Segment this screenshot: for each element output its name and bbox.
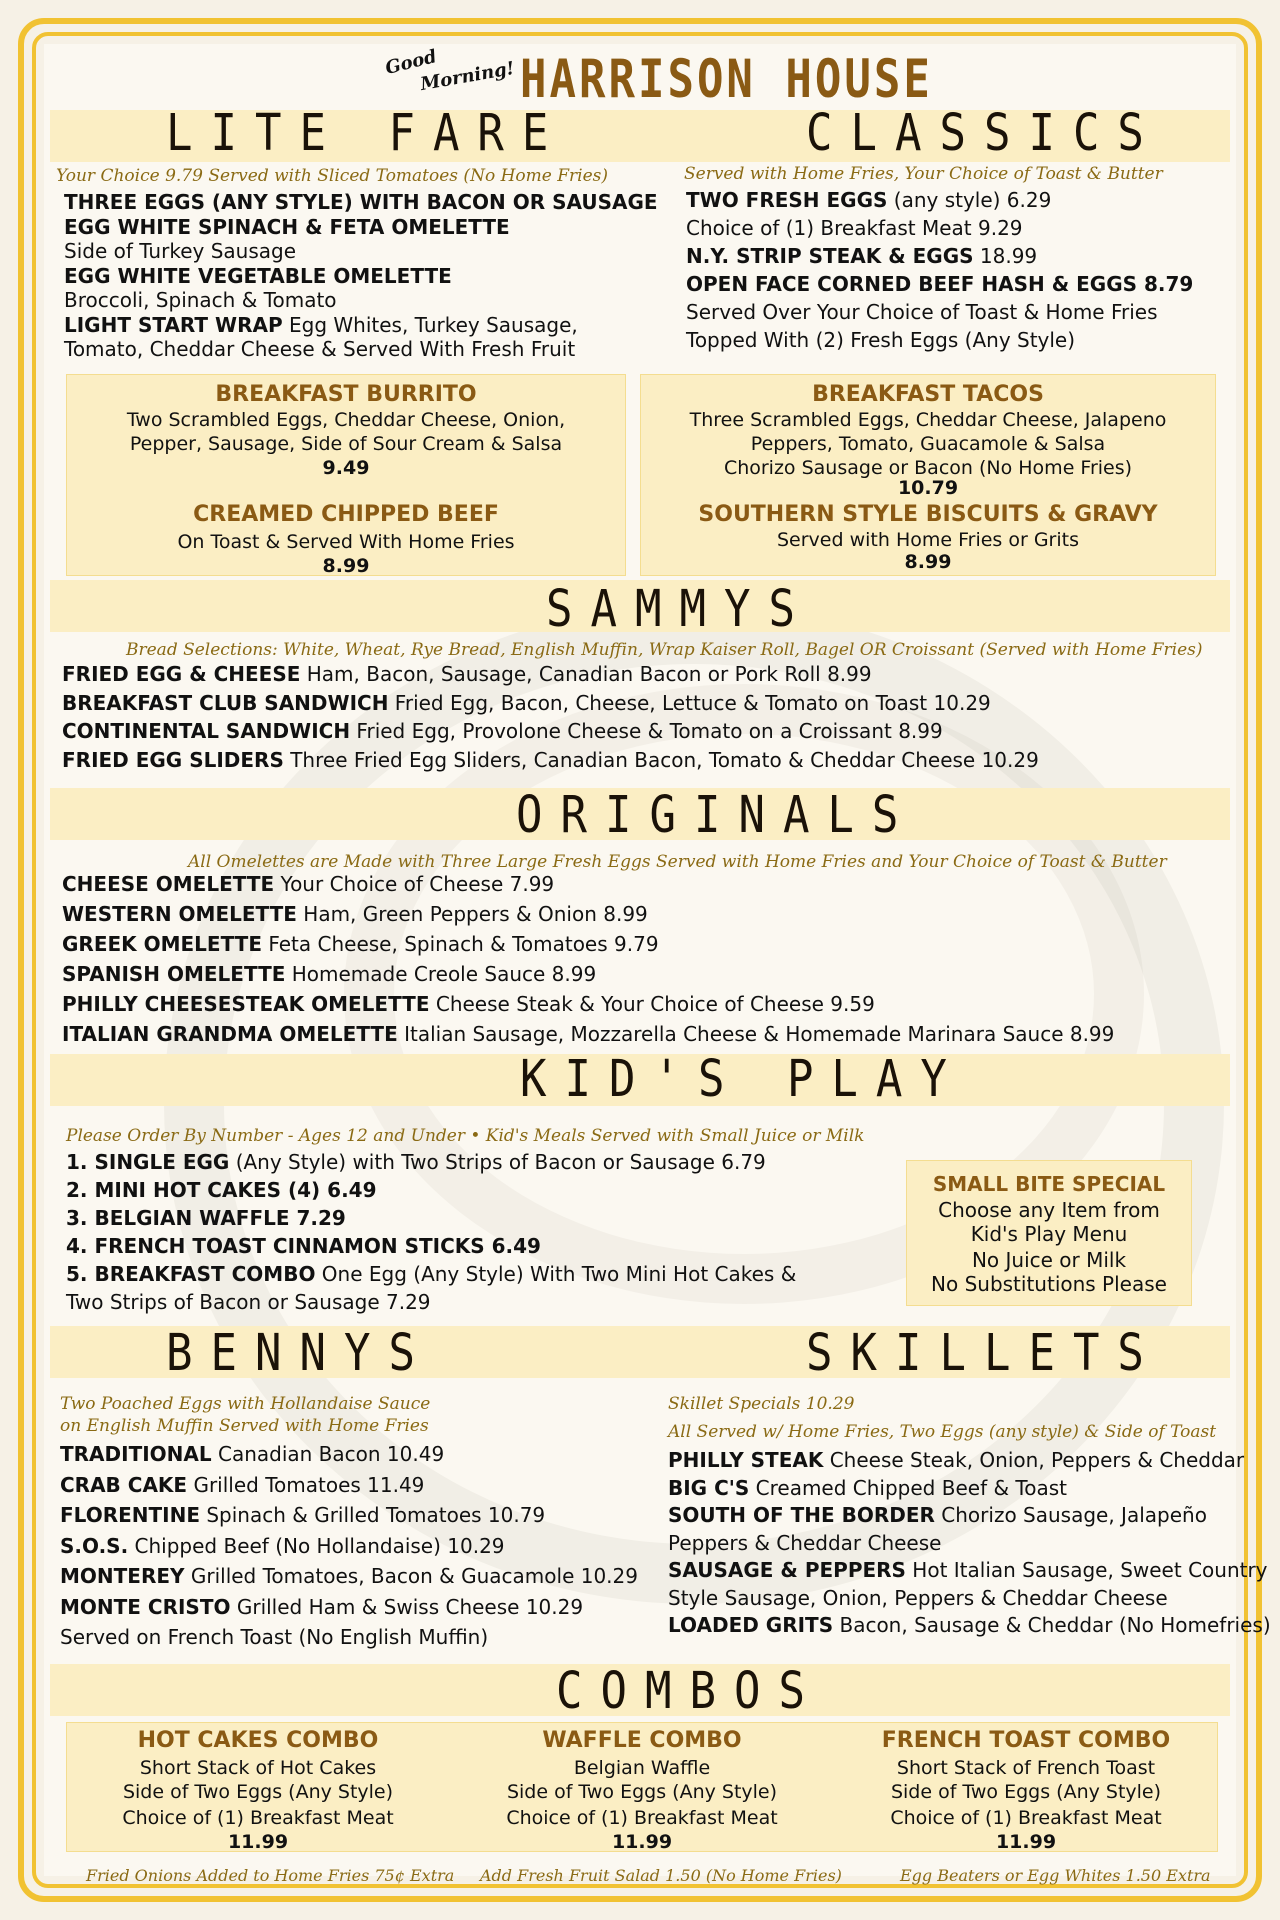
originals-title: ORIGINALS [516, 786, 917, 845]
originals-item [62, 992, 875, 1016]
originals-item [62, 872, 554, 896]
tacos-heading: BREAKFAST TACOS [812, 382, 1044, 407]
bennys-item-desc: Served on French Toast (No English Muffin) [60, 1625, 489, 1649]
originals-item-desc: Homemade Creole Sauce 8.99 [285, 962, 597, 986]
bennys-item [60, 1473, 424, 1497]
lite_fare-item [64, 337, 575, 361]
kids-item-name: 4. FRENCH TOAST CINNAMON STICKS 6.49 [66, 1234, 541, 1258]
kids-item-desc: (Any Style) with Two Strips of Bacon or Sausage 6.79 [229, 1150, 766, 1174]
bennys-title: BENNYS [166, 1324, 433, 1383]
bennys-item [60, 1442, 444, 1466]
skillets-item-name: LOADED GRITS [668, 1613, 834, 1637]
burrito-price: 9.49 [322, 457, 370, 479]
skillets-item [668, 1586, 1168, 1610]
classics-note: Served with Home Fries, Your Choice of Toast & Butter [684, 164, 1163, 184]
chipped-beef-desc: On Toast & Served With Home Fries [177, 531, 515, 553]
skillets-item-desc: Chorizo Sausage, Jalapeño [934, 1503, 1207, 1527]
originals-item-name: ITALIAN GRANDMA OMELETTE [62, 1022, 398, 1046]
lite_fare-item [64, 288, 337, 312]
kids-item-desc: One Egg (Any Style) With Two Mini Hot Cakes & [315, 1262, 797, 1286]
kids-item-name: 3. BELGIAN WAFFLE 7.29 [66, 1206, 346, 1230]
combo-l2: Side of Two Eggs (Any Style) [506, 1781, 778, 1803]
skillets-item-name: SAUSAGE & PEPPERS [668, 1558, 906, 1582]
classics-item [686, 300, 1158, 324]
sammys-item-name: BREAKFAST CLUB SANDWICH [62, 690, 389, 715]
tacos-desc-1: Three Scrambled Eggs, Cheddar Cheese, Jalapeno [689, 409, 1167, 431]
sammys-item [62, 748, 1039, 772]
kids-item [66, 1178, 377, 1202]
small-bite-line-2: Kid's Play Menu [970, 1222, 1128, 1246]
small-bite-heading: SMALL BITE SPECIAL [932, 1172, 1166, 1196]
skillets-item-name: SOUTH OF THE BORDER [668, 1503, 935, 1527]
burrito-desc-1: Two Scrambled Eggs, Cheddar Cheese, Onion, [126, 409, 566, 431]
lite_fare-item [64, 239, 296, 263]
originals-item-desc: Your Choice of Cheese 7.99 [274, 872, 555, 896]
sammys-item [62, 719, 943, 743]
combo-price: 11.99 [995, 1831, 1057, 1853]
classics-item [686, 188, 1051, 212]
originals-item-name: WESTERN OMELETTE [62, 902, 297, 926]
skillets-item-desc: Creamed Chipped Beef & Toast [749, 1475, 1067, 1500]
originals-item-name: SPANISH OMELETTE [62, 962, 286, 986]
lite_fare-item-name: THREE EGGS (ANY STYLE) WITH BACON OR SAUSAGE [64, 190, 658, 214]
bennys-item-desc: Grilled Ham & Swiss Cheese 10.29 [230, 1594, 584, 1619]
bennys-item-desc: Spinach & Grilled Tomatoes 10.79 [199, 1503, 546, 1527]
combo-l2: Side of Two Eggs (Any Style) [890, 1781, 1162, 1803]
kids-item-name: 5. BREAKFAST COMBO [66, 1262, 316, 1286]
biscuits-price: 8.99 [904, 551, 952, 573]
bennys-item [60, 1534, 505, 1558]
sammys-item-desc: Three Fried Egg Sliders, Canadian Bacon, Tomato & Cheddar Cheese 10.29 [283, 747, 1039, 772]
bennys-item [60, 1564, 638, 1588]
sammys-item-name: CONTINENTAL SANDWICH [62, 719, 351, 743]
bennys-item-desc: Grilled Tomatoes, Bacon & Guacamole 10.29 [184, 1564, 638, 1588]
skillets-item-desc: Bacon, Sausage & Cheddar (No Homefries) [833, 1613, 1271, 1637]
classics-item [686, 328, 1075, 352]
originals-item-name: PHILLY CHEESESTEAK OMELETTE [62, 992, 430, 1016]
skillets-item [668, 1531, 941, 1555]
kids-item-name: 1. SINGLE EGG [66, 1150, 230, 1174]
classics-item-desc: (any style) 6.29 [887, 188, 1052, 212]
burrito-desc-2: Pepper, Sausage, Side of Sour Cream & Salsa [129, 433, 563, 455]
classics-item [686, 272, 1193, 296]
originals-item [62, 962, 596, 986]
bennys-item-name: TRADITIONAL [60, 1442, 212, 1466]
sammys-item-desc: Fried Egg, Provolone Cheese & Tomato on a Croissant 8.99 [350, 719, 943, 743]
skillets-item [668, 1613, 1271, 1637]
classics-item [686, 244, 1037, 268]
lite_fare-item [64, 190, 658, 214]
bennys-item [60, 1503, 545, 1527]
bennys-note-1: Two Poached Eggs with Hollandaise Sauce [60, 1394, 431, 1414]
sammys-item-name: FRIED EGG & CHEESE [62, 662, 301, 686]
bennys-item [60, 1595, 583, 1619]
footer-fried-onions: Fried Onions Added to Home Fries 75¢ Extra [86, 1866, 455, 1885]
lite_fare-item [64, 313, 578, 337]
skillets-note-2: All Served w/ Home Fries, Two Eggs (any style) & Side of Toast [668, 1422, 1217, 1442]
lite_fare-item-desc: Egg Whites, Turkey Sausage, [282, 312, 578, 337]
classics-item-desc: Topped With (2) Fresh Eggs (Any Style) [686, 328, 1076, 352]
originals-item [62, 932, 659, 956]
bennys-item-name: S.O.S. [60, 1533, 129, 1558]
restaurant-title: HARRISON HOUSE [520, 48, 933, 111]
lite_fare-item-desc: Side of Turkey Sausage [64, 239, 296, 263]
sammys-item-desc: Fried Egg, Bacon, Cheese, Lettuce & Tomato on Toast 10.29 [388, 690, 991, 715]
sammys-item-name: FRIED EGG SLIDERS [62, 747, 284, 772]
skillets-item-desc: Peppers & Cheddar Cheese [668, 1530, 942, 1555]
skillets-item [668, 1503, 1207, 1527]
originals-item-name: CHEESE OMELETTE [62, 872, 275, 896]
kids-item-desc: Two Strips of Bacon or Sausage 7.29 [66, 1290, 431, 1314]
lite_fare-item-name: EGG WHITE SPINACH & FETA OMELETTE [64, 214, 510, 239]
classics-item-desc: Choice of (1) Breakfast Meat 9.29 [686, 216, 1023, 240]
lite_fare-item-desc: Broccoli, Spinach & Tomato [64, 288, 337, 312]
combos-title: COMBOS [556, 1662, 823, 1721]
morning-text: Morning! [418, 57, 517, 96]
skillets-item-desc: Style Sausage, Onion, Peppers & Cheddar Cheese [668, 1585, 1168, 1610]
good-text: Good [383, 46, 439, 79]
classics-item-name: OPEN FACE CORNED BEEF HASH & EGGS 8.79 [686, 272, 1194, 296]
small-bite-line-1: Choose any Item from [938, 1198, 1160, 1222]
classics-item-name: TWO FRESH EGGS [686, 188, 888, 212]
skillets-item [668, 1448, 1244, 1472]
sammys-item [62, 662, 872, 686]
lite_fare-item [64, 264, 452, 288]
bennys-item-name: MONTEREY [60, 1564, 185, 1588]
combo-head: FRENCH TOAST COMBO [881, 1728, 1171, 1753]
combo-head: WAFFLE COMBO [542, 1728, 742, 1753]
classics-item [686, 216, 1023, 240]
chipped-beef-heading: CREAMED CHIPPED BEEF [193, 502, 499, 527]
combo-l2: Side of Two Eggs (Any Style) [122, 1781, 394, 1803]
kids-item-name: 2. MINI HOT CAKES (4) 6.49 [66, 1178, 377, 1202]
originals-item-name: GREEK OMELETTE [62, 932, 262, 956]
lite_fare-item-name: EGG WHITE VEGETABLE OMELETTE [64, 263, 452, 288]
kids-item [66, 1150, 766, 1174]
burrito-heading: BREAKFAST BURRITO [215, 382, 477, 407]
chipped-beef-price: 8.99 [322, 555, 370, 577]
skillets-title: SKILLETS [806, 1324, 1162, 1383]
skillets-item-desc: Cheese Steak, Onion, Peppers & Cheddar [823, 1448, 1245, 1472]
kids-item [66, 1290, 431, 1314]
skillets-note-1: Skillet Specials 10.29 [668, 1394, 855, 1414]
combo-price: 11.99 [227, 1831, 289, 1853]
originals-item-desc: Cheese Steak & Your Choice of Cheese 9.59 [429, 992, 875, 1016]
kids-item [66, 1262, 796, 1286]
bennys-item-name: CRAB CAKE [60, 1472, 188, 1497]
combo-price: 11.99 [611, 1831, 673, 1853]
biscuits-heading: SOUTHERN STYLE BISCUITS & GRAVY [698, 502, 1158, 527]
combo-l3: Choice of (1) Breakfast Meat [890, 1807, 1162, 1829]
originals-item-desc: Italian Sausage, Mozzarella Cheese & Homemade Marinara Sauce 8.99 [397, 1022, 1115, 1046]
bennys-item-desc: Grilled Tomatoes 11.49 [187, 1472, 425, 1497]
kids-item [66, 1206, 346, 1230]
originals-note: All Omelettes are Made with Three Large Fresh Eggs Served with Home Fries and Your Choice of Toast & Butter [188, 852, 1167, 872]
classics-item-name: N.Y. STRIP STEAK & EGGS [686, 244, 974, 268]
bennys-item-desc: Chipped Beef (No Hollandaise) 10.29 [128, 1533, 505, 1558]
tacos-desc-3: Chorizo Sausage or Bacon (No Home Fries) [723, 457, 1133, 479]
skillets-item [668, 1558, 1268, 1582]
lite_fare-item [64, 215, 510, 239]
tacos-price: 10.79 [897, 477, 959, 499]
skillets-item [668, 1476, 1067, 1500]
footer-fruit-salad: Add Fresh Fruit Salad 1.50 (No Home Fries) [480, 1866, 842, 1885]
lite-fare-note: Your Choice 9.79 Served with Sliced Tomatoes (No Home Fries) [56, 166, 609, 186]
skillets-item-name: PHILLY STEAK [668, 1448, 824, 1472]
small-bite-line-3: No Juice or Milk [971, 1248, 1127, 1272]
combo-l3: Choice of (1) Breakfast Meat [122, 1807, 394, 1829]
classics-item-desc: 18.99 [973, 244, 1038, 268]
bennys-item-name: FLORENTINE [60, 1503, 200, 1527]
classics-title: CLASSICS [806, 104, 1162, 163]
originals-item [62, 1022, 1114, 1046]
bennys-note-2: on English Muffin Served with Home Fries [60, 1416, 429, 1436]
skillets-item-name: BIG C'S [668, 1475, 750, 1500]
kids-item [66, 1234, 541, 1258]
originals-item-desc: Feta Cheese, Spinach & Tomatoes 9.79 [261, 932, 659, 956]
combo-l3: Choice of (1) Breakfast Meat [506, 1807, 778, 1829]
small-bite-line-4: No Substitutions Please [931, 1272, 1167, 1296]
originals-item [62, 902, 648, 926]
bennys-item-desc: Canadian Bacon 10.49 [211, 1442, 445, 1466]
combo-l1: Belgian Waffle [573, 1757, 711, 1779]
tacos-desc-2: Peppers, Tomato, Guacamole & Salsa [750, 433, 1106, 455]
classics-item-desc: Served Over Your Choice of Toast & Home Fries [686, 300, 1158, 324]
sammys-note: Bread Selections: White, Wheat, Rye Bread, English Muffin, Wrap Kaiser Roll, Bagel OR Croissant (Served with Home Fries) [126, 640, 1203, 660]
footer-egg-whites: Egg Beaters or Egg Whites 1.50 Extra [900, 1866, 1211, 1885]
bennys-item-name: MONTE CRISTO [60, 1594, 231, 1619]
lite_fare-item-desc: Tomato, Cheddar Cheese & Served With Fresh Fruit [64, 337, 576, 361]
biscuits-desc: Served with Home Fries or Grits [777, 529, 1079, 551]
originals-item-desc: Ham, Green Peppers & Onion 8.99 [296, 902, 648, 926]
combo-l1: Short Stack of Hot Cakes [139, 1757, 377, 1779]
lite-fare-title: LITE FARE [166, 104, 567, 163]
sammys-item [62, 691, 991, 715]
sammys-item-desc: Ham, Bacon, Sausage, Canadian Bacon or Pork Roll 8.99 [300, 662, 872, 686]
sammys-title: SAMMYS [546, 580, 813, 639]
kids-note: Please Order By Number - Ages 12 and Under • Kid's Meals Served with Small Juice or Milk [66, 1126, 865, 1146]
bennys-item [60, 1625, 488, 1649]
skillets-item-desc: Hot Italian Sausage, Sweet Country [905, 1558, 1268, 1582]
lite_fare-item-name: LIGHT START WRAP [64, 312, 283, 337]
kids-play-title: KID'S PLAY [520, 1050, 965, 1109]
combo-l1: Short Stack of French Toast [896, 1757, 1156, 1779]
combo-head: HOT CAKES COMBO [137, 1728, 379, 1753]
